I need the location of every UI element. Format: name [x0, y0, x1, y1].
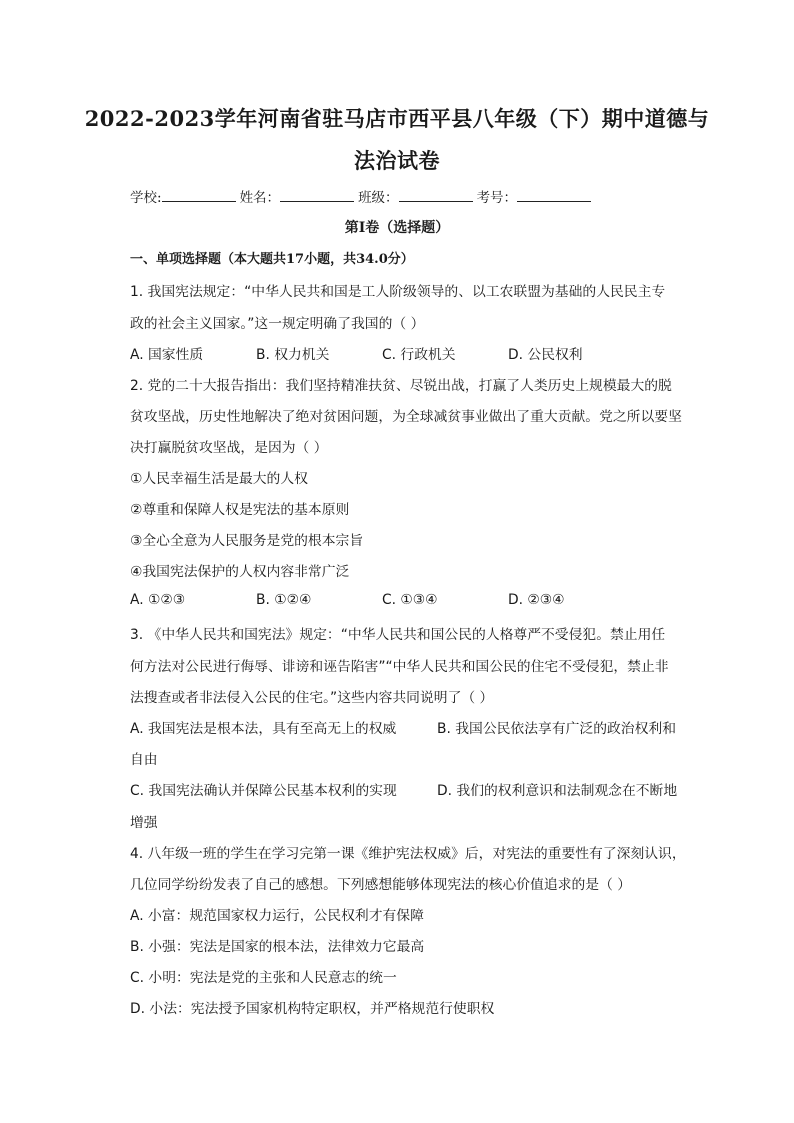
question-2-line: 2. 党的二十大报告指出：我们坚持精准扶贫、尽锐出战，打赢了人类历史上规模最大的脱: [130, 378, 672, 394]
volume-heading: 第Ⅰ卷（选择题）: [344, 220, 450, 236]
option-b[interactable]: B. 小强：宪法是国家的根本法，法律效力它最高: [130, 939, 425, 955]
option-d[interactable]: D. ②③④: [508, 592, 565, 608]
exam-no-blank[interactable]: [517, 187, 591, 202]
student-info-row: [130, 186, 690, 206]
option-b[interactable]: B. ①②④: [256, 592, 312, 608]
question-4-line: 几位同学纷纷发表了自己的感想。下列感想能够体现宪法的核心价值追求的是（ ）: [130, 877, 632, 893]
question-2-options: [130, 592, 710, 608]
exam-no-label: 考号：: [476, 190, 518, 206]
question-2-line: 决打赢脱贫攻坚战，是因为（ ）: [130, 440, 328, 456]
school-blank[interactable]: [162, 187, 236, 202]
section-heading: 一、单项选择题（本大题共17小题，共34.0分）: [130, 252, 414, 267]
option-a[interactable]: A. 我国宪法是根本法，具有至高无上的权威: [130, 721, 397, 737]
option-c[interactable]: C. 小明：宪法是党的主张和人民意志的统一: [130, 970, 397, 986]
question-2-statement: ②尊重和保障人权是宪法的基本原则: [130, 502, 350, 518]
option-d-continuation: 增强: [130, 815, 158, 831]
option-c[interactable]: C. 我国宪法确认并保障公民基本权利的实现: [130, 783, 397, 799]
exam-title-line2: 法治试卷: [354, 148, 440, 173]
question-1-options: [130, 343, 710, 363]
option-d[interactable]: D. 小法：宪法授予国家机构特定职权，并严格规范行使职权: [130, 1001, 495, 1017]
option-b[interactable]: B. 我国公民依法享有广泛的政治权利和: [437, 721, 676, 737]
question-2-line: 贫攻坚战，历史性地解决了绝对贫困问题，为全球减贫事业做出了重大贡献。党之所以要坚: [130, 409, 682, 425]
question-2-statement: ①人民幸福生活是最大的人权: [130, 471, 308, 487]
question-3-options-row1: [130, 717, 710, 737]
option-a[interactable]: A. 小富：规范国家权力运行，公民权利才有保障: [130, 908, 424, 924]
exam-title-line1: 2022-2023学年河南省驻马店市西平县八年级（下）期中道德与: [84, 106, 710, 131]
name-blank[interactable]: [280, 187, 354, 202]
question-2-statement: ③全心全意为人民服务是党的根本宗旨: [130, 533, 364, 549]
question-3-options-row2: [130, 779, 710, 799]
option-d[interactable]: D. 我们的权利意识和法制观念在不断地: [437, 783, 678, 799]
option-a[interactable]: A. 国家性质: [130, 347, 204, 363]
question-3-line: 3. 《中华人民共和国宪法》规定：“中华人民共和国公民的人格尊严不受侵犯。禁止用任: [130, 627, 666, 643]
name-label: 姓名：: [239, 190, 281, 206]
question-1-line: 政的社会主义国家。”这一规定明确了我国的（ ）: [130, 316, 425, 332]
question-3-line: 法搜查或者非法侵入公民的住宅。”这些内容共同说明了（ ）: [130, 690, 494, 706]
option-b[interactable]: B. 权力机关: [256, 347, 330, 363]
school-label: 学校:: [130, 190, 162, 206]
question-1-line: 1. 我国宪法规定：“中华人民共和国是工人阶级领导的、以工农联盟为基础的人民民主专: [130, 284, 666, 300]
option-b-continuation: 自由: [130, 752, 158, 768]
option-d[interactable]: D. 公民权利: [508, 347, 583, 363]
option-a[interactable]: A. ①②③: [130, 592, 186, 608]
option-c[interactable]: C. ①③④: [382, 592, 438, 608]
option-c[interactable]: C. 行政机关: [382, 347, 456, 363]
question-4-line: 4. 八年级一班的学生在学习完第一课《维护宪法权威》后，对宪法的重要性有了深刻认识，: [130, 846, 686, 862]
question-3-line: 何方法对公民进行侮辱、诽谤和诬告陷害”“中华人民共和国公民的住宅不受侵犯，禁止非: [130, 659, 669, 675]
question-2-statement: ④我国宪法保护的人权内容非常广泛: [130, 564, 350, 580]
class-blank[interactable]: [399, 187, 473, 202]
class-label: 班级：: [358, 190, 399, 206]
